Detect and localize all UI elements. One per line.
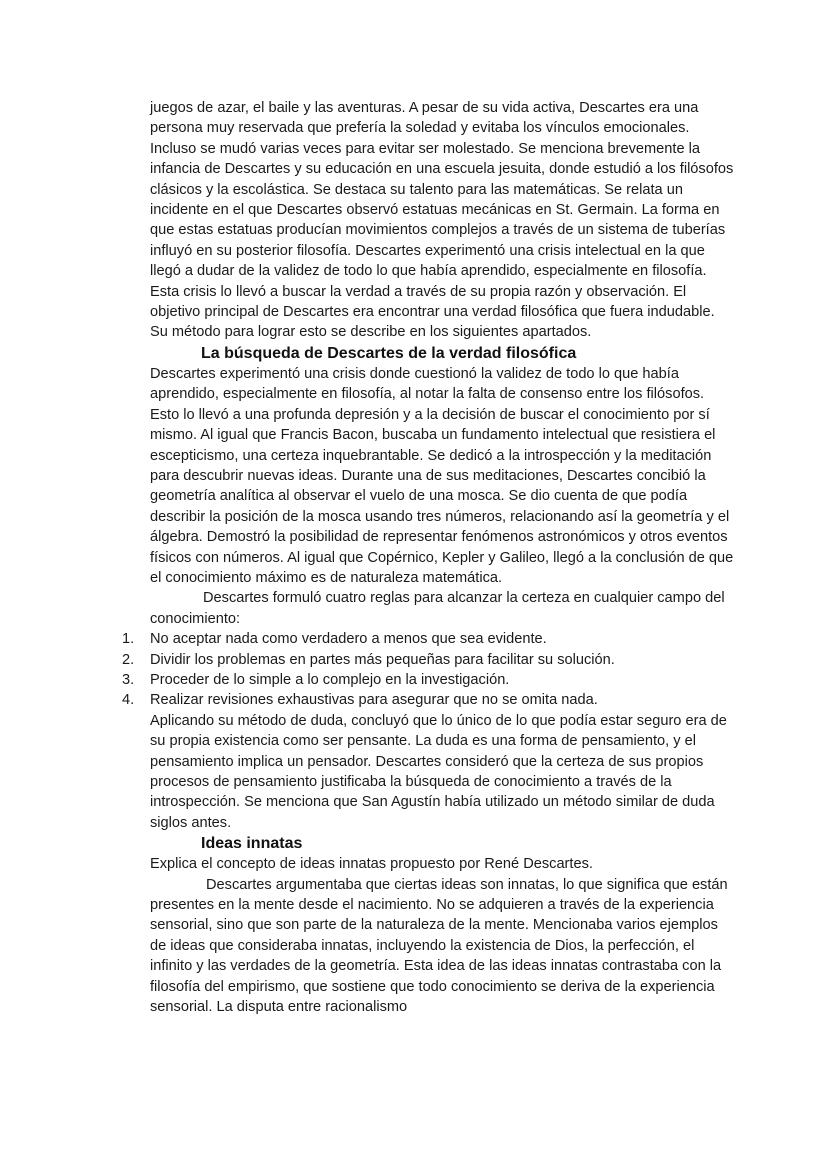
document-page — [122, 98, 735, 1017]
paragraph-rules-intro: Descartes formuló cuatro reglas para alcanzar la certeza en cualquier campo del conocimiento: — [150, 590, 725, 627]
list-item — [122, 690, 735, 710]
list-text: Dividir los problemas en partes más pequeñas para facilitar su solución. — [150, 651, 615, 668]
list-item — [122, 629, 735, 649]
paragraph-intro: juegos de azar, el baile y las aventuras. A pesar de su vida activa, Descartes era una persona muy reservada que prefería la soledad y evitaba los vínculos emocionales. Incluso se mudó varias veces para evitar ser molestado. Se menciona brevemente la infancia de Descartes y su educación en una escuela jesuita, donde estudió a los filósofos clásicos y la escolástica. Se destaca su talento para las matemáticas. Se relata un incidente en el que Descartes observó estatuas mecánicas en St. Germain. La forma en que estas estatuas producían movimientos complejos a través de un sistema de tuberías influyó en su posterior filosofía. Descartes experimentó una crisis intelectual en la que llegó a dudar de la validez de todo lo que había aprendido, especialmente en filosofía. Esta crisis lo llevó a buscar la verdad a través de su propia razón y observación. El objetivo principal de Descartes era encontrar una verdad filosófica que fuera indudable. Su método para lograr esto se describe en los siguientes apartados. — [150, 100, 734, 341]
list-number: 1. — [122, 631, 135, 648]
list-number: 2. — [122, 651, 135, 668]
section-heading-innate-ideas: Ideas innatas — [201, 835, 303, 853]
section-heading-truth: La búsqueda de Descartes de la verdad filosófica — [201, 344, 577, 362]
rules-list — [122, 629, 735, 711]
paragraph-innate-summary: Explica el concepto de ideas innatas propuesto por René Descartes. — [150, 856, 593, 873]
paragraph-innate-detail: Descartes argumentaba que ciertas ideas son innatas, lo que significa que están presentes en la mente desde el nacimiento. No se adquieren a través de la experiencia sensorial, sino que son parte de la naturaleza de la mente. Mencionaba varios ejemplos de ideas que consideraba innatas, incluyendo la existencia de Dios, la perfección, el infinito y las verdades de la geometría. Esta idea de las ideas innatas contrastaba con la filosofía del empirismo, que sostiene que todo conocimiento se deriva de la experiencia sensorial. La disputa entre racionalismo — [150, 876, 728, 1016]
list-text: Realizar revisiones exhaustivas para asegurar que no se omita nada. — [150, 692, 598, 709]
list-text: Proceder de lo simple a lo complejo en la investigación. — [150, 671, 510, 688]
list-item — [122, 670, 735, 690]
list-number: 4. — [122, 692, 135, 709]
list-text: No aceptar nada como verdadero a menos que sea evidente. — [150, 631, 547, 648]
list-number: 3. — [122, 671, 135, 688]
paragraph-crisis: Descartes experimentó una crisis donde cuestionó la validez de todo lo que había aprendido, especialmente en filosofía, al notar la falta de consenso entre los filósofos. Esto lo llevó a una profunda depresión y a la decisión de buscar el conocimiento por sí mismo. Al igual que Francis Bacon, buscaba un fundamento intelectual que resistiera el escepticismo, una certeza inquebrantable. Se dedicó a la introspección y la meditación para descubrir nuevas ideas. Durante una de sus meditaciones, Descartes concibió la geometría analítica al observar el vuelo de una mosca. Se dio cuenta de que podía describir la posición de la mosca usando tres números, relacionando así la geometría y el álgebra. Demostró la posibilidad de representar fenómenos astronómicos y otros eventos físicos con números. Al igual que Copérnico, Kepler y Galileo, llegó a la conclusión de que el conocimiento máximo es de naturaleza matemática. — [150, 365, 734, 586]
paragraph-cogito: Aplicando su método de duda, concluyó que lo único de lo que podía estar seguro era de su propia existencia como ser pensante. La duda es una forma de pensamiento, y el pensamiento implica un pensador. Descartes consideró que la certeza de sus propios procesos de pensamiento justificaba la búsqueda de conocimiento a través de la introspección. Se menciona que San Agustín había utilizado un método similar de duda siglos antes. — [150, 712, 727, 831]
list-item — [122, 650, 735, 670]
